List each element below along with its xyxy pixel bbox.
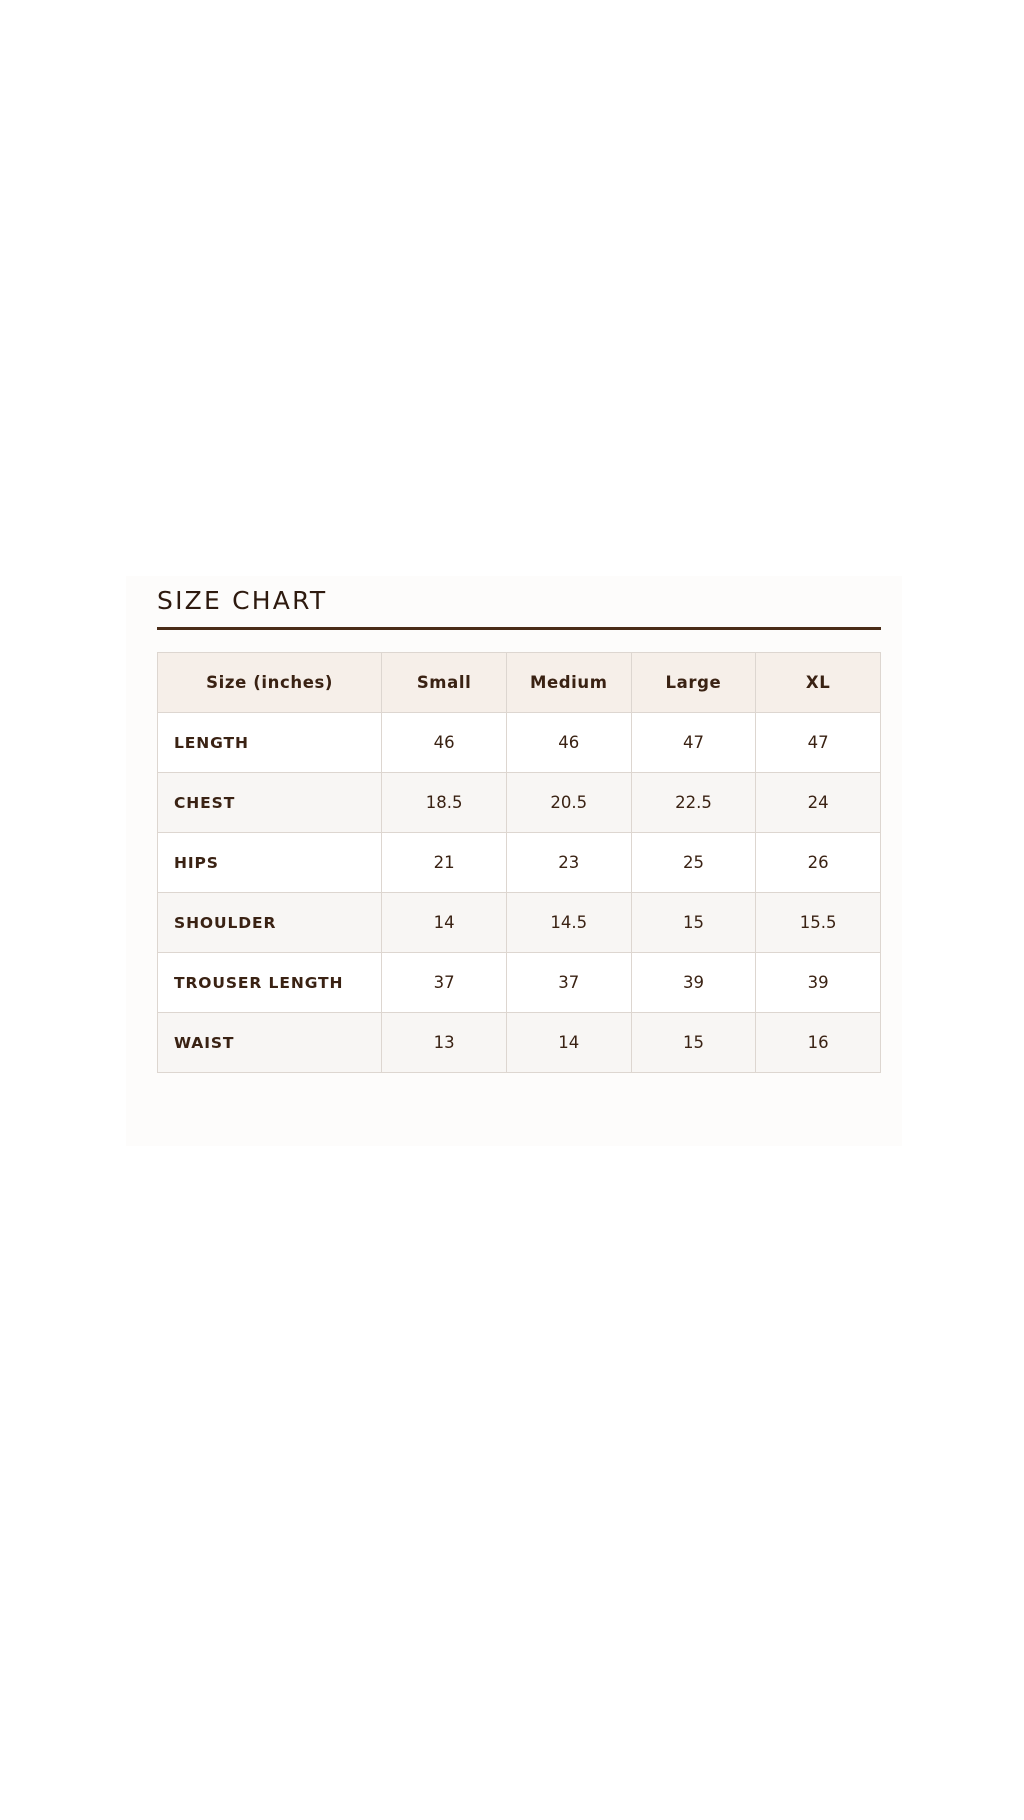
cell-waist-medium: 14 bbox=[506, 1013, 631, 1073]
cell-waist-xl: 16 bbox=[756, 1013, 881, 1073]
cell-shoulder-xl: 15.5 bbox=[756, 893, 881, 953]
cell-hips-small: 21 bbox=[382, 833, 507, 893]
cell-hips-large: 25 bbox=[631, 833, 756, 893]
cell-length-large: 47 bbox=[631, 713, 756, 773]
table-row bbox=[158, 833, 881, 893]
column-header-medium: Medium bbox=[506, 653, 631, 713]
cell-length-medium: 46 bbox=[506, 713, 631, 773]
cell-hips-medium: 23 bbox=[506, 833, 631, 893]
cell-shoulder-large: 15 bbox=[631, 893, 756, 953]
cell-chest-small: 18.5 bbox=[382, 773, 507, 833]
table-row bbox=[158, 893, 881, 953]
table-row bbox=[158, 953, 881, 1013]
cell-shoulder-small: 14 bbox=[382, 893, 507, 953]
table-header-row bbox=[158, 653, 881, 713]
size-chart-table bbox=[157, 652, 881, 1073]
table-row bbox=[158, 1013, 881, 1073]
cell-waist-large: 15 bbox=[631, 1013, 756, 1073]
table-body bbox=[158, 713, 881, 1073]
row-label-length: LENGTH bbox=[158, 713, 382, 773]
cell-chest-medium: 20.5 bbox=[506, 773, 631, 833]
cell-length-xl: 47 bbox=[756, 713, 881, 773]
row-label-trouser-length: TROUSER LENGTH bbox=[158, 953, 382, 1013]
cell-trouser-length-small: 37 bbox=[382, 953, 507, 1013]
cell-trouser-length-xl: 39 bbox=[756, 953, 881, 1013]
row-label-hips: HIPS bbox=[158, 833, 382, 893]
column-header-small: Small bbox=[382, 653, 507, 713]
title-divider bbox=[157, 627, 881, 630]
cell-trouser-length-medium: 37 bbox=[506, 953, 631, 1013]
table-row bbox=[158, 773, 881, 833]
cell-chest-large: 22.5 bbox=[631, 773, 756, 833]
column-header-xl: XL bbox=[756, 653, 881, 713]
table-row bbox=[158, 713, 881, 773]
cell-waist-small: 13 bbox=[382, 1013, 507, 1073]
column-header-measure: Size (inches) bbox=[158, 653, 382, 713]
table-header bbox=[158, 653, 881, 713]
size-chart-container bbox=[157, 586, 881, 1073]
cell-length-small: 46 bbox=[382, 713, 507, 773]
cell-shoulder-medium: 14.5 bbox=[506, 893, 631, 953]
page-title: SIZE CHART bbox=[157, 586, 328, 615]
cell-chest-xl: 24 bbox=[756, 773, 881, 833]
cell-hips-xl: 26 bbox=[756, 833, 881, 893]
row-label-shoulder: SHOULDER bbox=[158, 893, 382, 953]
row-label-waist: WAIST bbox=[158, 1013, 382, 1073]
cell-trouser-length-large: 39 bbox=[631, 953, 756, 1013]
row-label-chest: CHEST bbox=[158, 773, 382, 833]
column-header-large: Large bbox=[631, 653, 756, 713]
